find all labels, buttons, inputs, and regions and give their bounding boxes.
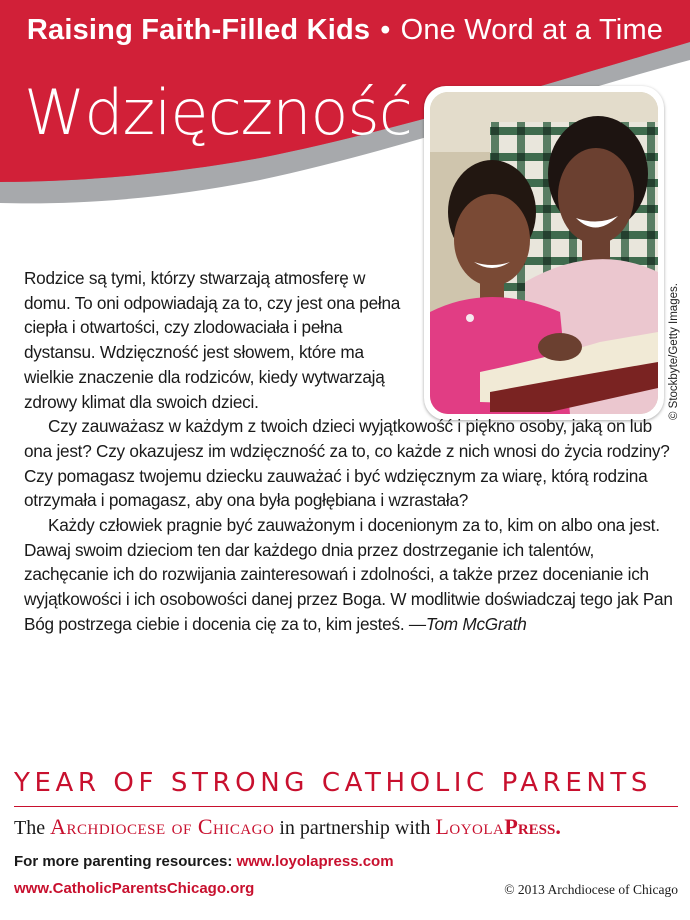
resources-line xyxy=(14,853,394,870)
year-banner: YEAR OF STRONG CATHOLIC PARENTS xyxy=(14,768,653,798)
loyolapress-link[interactable]: www.loyolapress.com xyxy=(236,853,394,870)
author-signature: —Tom McGrath xyxy=(408,613,527,634)
partner-the: The xyxy=(14,817,46,839)
title-separator: • xyxy=(380,14,391,46)
resources-label: For more parenting resources: xyxy=(14,853,233,870)
catholicparents-link[interactable]: www.CatholicParentsChicago.org xyxy=(14,880,255,897)
article-paragraph-3 xyxy=(24,513,674,637)
copyright: © 2013 Archdiocese of Chicago xyxy=(504,882,678,897)
word-of-the-month: Wdzięczność xyxy=(24,76,412,149)
paragraph-3-text: Każdy człowiek pragnie być zauważonym i docenionym za to, kim on albo ona jest. Dawaj swoim dzieciom ten dar każdego dnia przez dostrzeganie ich talentów, zachęcanie ich do rozwijania zainteresowań i zdolności, a także przez docenianie ich wyjątkowości i ich osobowości danej przez Boga. W modlitwie doświadczaj tego jak Pan Bóg postrzega ciebie i docenia cię za to, kim jesteś. xyxy=(24,515,673,634)
article-paragraph-1: Rodzice są tymi, którzy stwarzają atmosferę w domu. To oni odpowiadają za to, czy jest ona pełna ciepła i otwartości, czy zlodowaciała i pełna dystansu. Wdzięczność jest słowem, które ma wielkie znaczenie dla rodziców, kiedy wytwarzają zdrowy klimat dla swoich dzieci. xyxy=(24,268,401,412)
series-title xyxy=(0,14,690,47)
partner-middle-text: in partnership with xyxy=(279,817,431,839)
archdiocese-name: Archdiocese of Chicago xyxy=(50,814,275,839)
banner-divider xyxy=(14,806,678,807)
series-title-main: Raising Faith-Filled Kids xyxy=(26,14,371,46)
loyola-name: Loyola xyxy=(435,814,505,839)
series-subtitle: One Word at a Time xyxy=(400,14,664,46)
article-paragraph-2: Czy zauważasz w każdym z twoich dzieci wyjątkowość i piękno osoby, jaką on lub ona jest? Czy okazujesz im wdzięczność za to, co każde z nich wnosi do życia rodziny? Czy pomagasz twojemu dziecku zauważać i być wdzięcznym za wiarę, którą rodzina otrzymała i pomagasz, aby ona była pogłębiana i wzrastała? xyxy=(24,416,670,511)
partnership-line xyxy=(14,814,561,840)
photo-credit: © Stockbyte/Getty Images. xyxy=(668,283,680,420)
press-name: Press. xyxy=(504,814,561,839)
article-body xyxy=(24,266,674,637)
